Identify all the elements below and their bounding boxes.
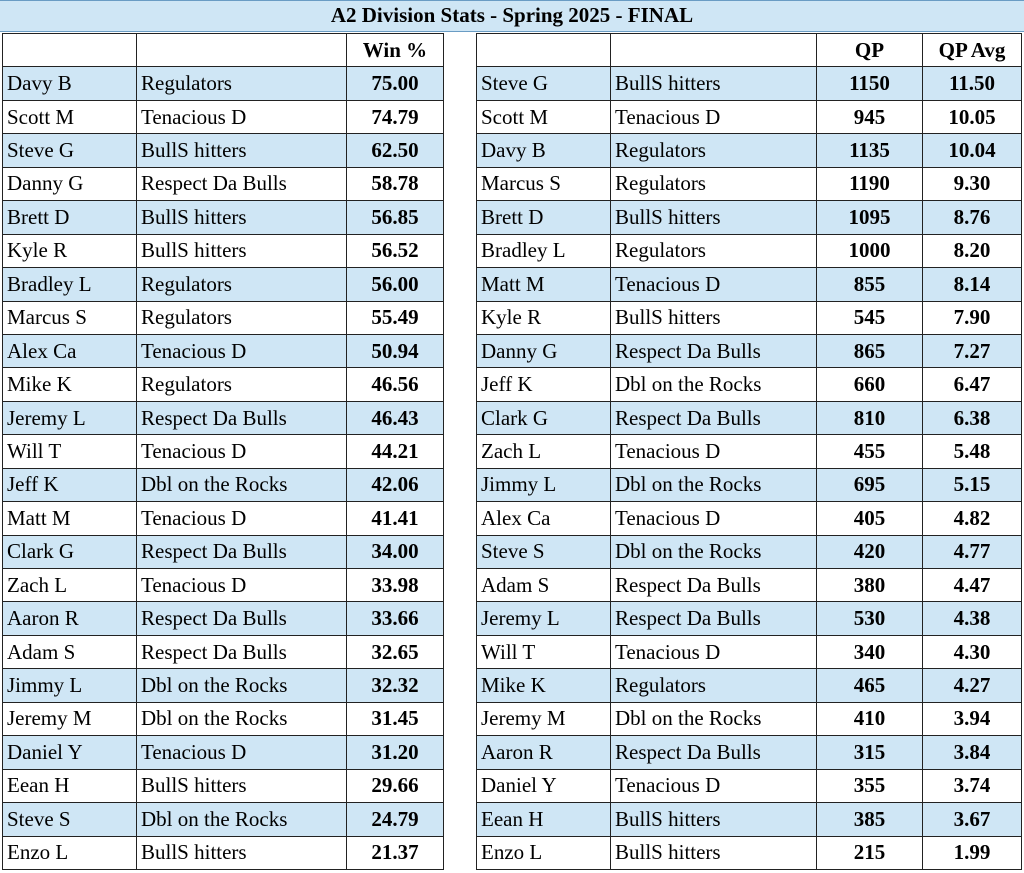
player-cell: Will T	[477, 635, 611, 668]
team-cell: Tenacious D	[611, 769, 817, 802]
table-row	[3, 334, 444, 367]
table-row	[477, 435, 1022, 468]
qp-avg-cell: 3.67	[923, 803, 1022, 836]
team-cell: Dbl on the Rocks	[611, 468, 817, 501]
player-cell: Alex Ca	[3, 334, 137, 367]
qp-table	[476, 33, 1022, 870]
qp-avg-cell: 8.76	[923, 201, 1022, 234]
table-row	[477, 535, 1022, 568]
qp-cell: 1000	[817, 234, 923, 267]
team-cell: Respect Da Bulls	[137, 167, 347, 200]
win-pct-cell: 56.00	[347, 268, 444, 301]
team-cell: Tenacious D	[137, 736, 347, 769]
win-pct-cell: 55.49	[347, 301, 444, 334]
team-cell: Respect Da Bulls	[137, 535, 347, 568]
team-cell: Tenacious D	[611, 502, 817, 535]
team-cell: Dbl on the Rocks	[611, 535, 817, 568]
qp-cell: 380	[817, 569, 923, 602]
qp-avg-cell: 10.04	[923, 134, 1022, 167]
qp-cell: 315	[817, 736, 923, 769]
table-row	[477, 803, 1022, 836]
qp-cell: 545	[817, 301, 923, 334]
team-cell: Respect Da Bulls	[137, 635, 347, 668]
win-pct-cell: 31.20	[347, 736, 444, 769]
win-pct-cell: 50.94	[347, 334, 444, 367]
qp-cell: 695	[817, 468, 923, 501]
table-row	[3, 502, 444, 535]
table-row	[477, 401, 1022, 434]
player-cell: Jeremy L	[477, 602, 611, 635]
player-cell: Mike K	[477, 669, 611, 702]
table-row	[3, 301, 444, 334]
win-pct-cell: 42.06	[347, 468, 444, 501]
table-row	[477, 502, 1022, 535]
team-cell: BullS hitters	[137, 769, 347, 802]
team-cell: BullS hitters	[137, 134, 347, 167]
player-cell: Daniel Y	[477, 769, 611, 802]
table-row	[3, 736, 444, 769]
team-cell: Regulators	[611, 134, 817, 167]
qp-cell: 420	[817, 535, 923, 568]
table-row	[3, 569, 444, 602]
team-cell: Dbl on the Rocks	[611, 368, 817, 401]
header-win-pct: Win %	[347, 34, 444, 67]
win-pct-cell: 21.37	[347, 836, 444, 869]
win-pct-cell: 24.79	[347, 803, 444, 836]
win-pct-cell: 62.50	[347, 134, 444, 167]
table-row	[477, 334, 1022, 367]
win-pct-cell: 56.85	[347, 201, 444, 234]
player-cell: Mike K	[3, 368, 137, 401]
header-team	[611, 34, 817, 67]
table-row	[477, 100, 1022, 133]
table-row	[3, 268, 444, 301]
team-cell: Tenacious D	[137, 100, 347, 133]
table-row	[3, 669, 444, 702]
team-cell: Tenacious D	[137, 334, 347, 367]
qp-avg-cell: 3.84	[923, 736, 1022, 769]
player-cell: Aaron R	[3, 602, 137, 635]
team-cell: Tenacious D	[611, 635, 817, 668]
table-row	[477, 569, 1022, 602]
player-cell: Zach L	[477, 435, 611, 468]
team-cell: Respect Da Bulls	[611, 401, 817, 434]
qp-cell: 855	[817, 268, 923, 301]
player-cell: Danny G	[3, 167, 137, 200]
qp-cell: 340	[817, 635, 923, 668]
team-cell: Dbl on the Rocks	[137, 803, 347, 836]
team-cell: Regulators	[137, 268, 347, 301]
win-table-body	[3, 67, 444, 870]
qp-cell: 945	[817, 100, 923, 133]
player-cell: Jeff K	[477, 368, 611, 401]
page-title: A2 Division Stats - Spring 2025 - FINAL	[0, 0, 1024, 32]
win-pct-cell: 75.00	[347, 67, 444, 100]
team-cell: Tenacious D	[611, 100, 817, 133]
table-row	[477, 201, 1022, 234]
qp-cell: 355	[817, 769, 923, 802]
win-pct-cell: 33.98	[347, 569, 444, 602]
player-cell: Matt M	[3, 502, 137, 535]
table-row	[3, 702, 444, 735]
qp-avg-cell: 10.05	[923, 100, 1022, 133]
team-cell: BullS hitters	[137, 234, 347, 267]
qp-avg-cell: 11.50	[923, 67, 1022, 100]
table-row	[3, 67, 444, 100]
table-row	[477, 67, 1022, 100]
player-cell: Jimmy L	[3, 669, 137, 702]
team-cell: Tenacious D	[611, 435, 817, 468]
qp-avg-cell: 9.30	[923, 167, 1022, 200]
qp-cell: 810	[817, 401, 923, 434]
player-cell: Will T	[3, 435, 137, 468]
team-cell: BullS hitters	[611, 201, 817, 234]
qp-cell: 660	[817, 368, 923, 401]
table-row	[3, 836, 444, 869]
qp-avg-cell: 3.74	[923, 769, 1022, 802]
table-row	[477, 736, 1022, 769]
header-qp: QP	[817, 34, 923, 67]
player-cell: Jeremy L	[3, 401, 137, 434]
table-row	[3, 602, 444, 635]
qp-avg-cell: 4.47	[923, 569, 1022, 602]
player-cell: Aaron R	[477, 736, 611, 769]
player-cell: Steve G	[3, 134, 137, 167]
team-cell: Regulators	[611, 669, 817, 702]
team-cell: Respect Da Bulls	[611, 569, 817, 602]
player-cell: Kyle R	[477, 301, 611, 334]
team-cell: Regulators	[137, 301, 347, 334]
win-pct-cell: 33.66	[347, 602, 444, 635]
qp-cell: 530	[817, 602, 923, 635]
qp-avg-cell: 5.48	[923, 435, 1022, 468]
qp-cell: 215	[817, 836, 923, 869]
player-cell: Daniel Y	[3, 736, 137, 769]
player-cell: Davy B	[477, 134, 611, 167]
qp-cell: 1190	[817, 167, 923, 200]
win-pct-cell: 32.32	[347, 669, 444, 702]
player-cell: Enzo L	[3, 836, 137, 869]
player-cell: Matt M	[477, 268, 611, 301]
table-row	[3, 167, 444, 200]
table-row	[3, 134, 444, 167]
player-cell: Davy B	[3, 67, 137, 100]
team-cell: BullS hitters	[137, 836, 347, 869]
header-qp-avg: QP Avg	[923, 34, 1022, 67]
team-cell: Respect Da Bulls	[611, 334, 817, 367]
team-cell: Regulators	[611, 234, 817, 267]
qp-avg-cell: 7.27	[923, 334, 1022, 367]
win-pct-cell: 46.56	[347, 368, 444, 401]
qp-cell: 865	[817, 334, 923, 367]
player-cell: Marcus S	[477, 167, 611, 200]
player-cell: Steve S	[477, 535, 611, 568]
table-row	[477, 702, 1022, 735]
team-cell: Regulators	[137, 67, 347, 100]
table-row	[3, 201, 444, 234]
table-row	[477, 368, 1022, 401]
win-pct-cell: 56.52	[347, 234, 444, 267]
player-cell: Jeremy M	[3, 702, 137, 735]
win-pct-cell: 31.45	[347, 702, 444, 735]
player-cell: Bradley L	[477, 234, 611, 267]
win-pct-cell: 32.65	[347, 635, 444, 668]
qp-avg-cell: 4.82	[923, 502, 1022, 535]
team-cell: BullS hitters	[611, 67, 817, 100]
table-row	[477, 167, 1022, 200]
team-cell: Tenacious D	[137, 502, 347, 535]
table-row	[477, 468, 1022, 501]
win-table-header-row	[3, 34, 444, 67]
table-row	[477, 134, 1022, 167]
qp-avg-cell: 1.99	[923, 836, 1022, 869]
qp-avg-cell: 4.38	[923, 602, 1022, 635]
win-pct-cell: 34.00	[347, 535, 444, 568]
player-cell: Brett D	[3, 201, 137, 234]
team-cell: BullS hitters	[611, 803, 817, 836]
win-pct-cell: 41.41	[347, 502, 444, 535]
qp-avg-cell: 4.27	[923, 669, 1022, 702]
player-cell: Alex Ca	[477, 502, 611, 535]
table-row	[3, 234, 444, 267]
player-cell: Clark G	[3, 535, 137, 568]
team-cell: Respect Da Bulls	[611, 602, 817, 635]
table-row	[477, 836, 1022, 869]
table-row	[3, 635, 444, 668]
team-cell: BullS hitters	[611, 301, 817, 334]
qp-avg-cell: 8.20	[923, 234, 1022, 267]
table-row	[477, 301, 1022, 334]
player-cell: Zach L	[3, 569, 137, 602]
win-pct-cell: 74.79	[347, 100, 444, 133]
qp-avg-cell: 6.47	[923, 368, 1022, 401]
team-cell: Respect Da Bulls	[137, 401, 347, 434]
qp-avg-cell: 4.30	[923, 635, 1022, 668]
table-row	[477, 669, 1022, 702]
win-pct-cell: 58.78	[347, 167, 444, 200]
win-pct-cell: 29.66	[347, 769, 444, 802]
win-pct-table	[2, 33, 444, 870]
qp-avg-cell: 7.90	[923, 301, 1022, 334]
team-cell: Tenacious D	[137, 435, 347, 468]
table-row	[477, 234, 1022, 267]
qp-avg-cell: 8.14	[923, 268, 1022, 301]
table-row	[477, 268, 1022, 301]
player-cell: Clark G	[477, 401, 611, 434]
qp-cell: 455	[817, 435, 923, 468]
table-row	[3, 435, 444, 468]
table-row	[3, 535, 444, 568]
qp-avg-cell: 3.94	[923, 702, 1022, 735]
team-cell: Regulators	[611, 167, 817, 200]
player-cell: Eean H	[477, 803, 611, 836]
player-cell: Steve G	[477, 67, 611, 100]
player-cell: Jeremy M	[477, 702, 611, 735]
header-team	[137, 34, 347, 67]
table-row	[3, 468, 444, 501]
qp-table-body	[477, 67, 1022, 870]
qp-cell: 1135	[817, 134, 923, 167]
team-cell: Respect Da Bulls	[611, 736, 817, 769]
table-row	[477, 769, 1022, 802]
table-row	[3, 803, 444, 836]
player-cell: Brett D	[477, 201, 611, 234]
qp-cell: 385	[817, 803, 923, 836]
player-cell: Scott M	[477, 100, 611, 133]
table-row	[3, 401, 444, 434]
player-cell: Enzo L	[477, 836, 611, 869]
win-pct-cell: 44.21	[347, 435, 444, 468]
table-row	[477, 635, 1022, 668]
team-cell: Dbl on the Rocks	[611, 702, 817, 735]
player-cell: Adam S	[477, 569, 611, 602]
player-cell: Danny G	[477, 334, 611, 367]
player-cell: Eean H	[3, 769, 137, 802]
team-cell: Respect Da Bulls	[137, 602, 347, 635]
team-cell: BullS hitters	[137, 201, 347, 234]
player-cell: Kyle R	[3, 234, 137, 267]
header-player	[477, 34, 611, 67]
team-cell: Dbl on the Rocks	[137, 669, 347, 702]
player-cell: Jimmy L	[477, 468, 611, 501]
player-cell: Marcus S	[3, 301, 137, 334]
win-pct-cell: 46.43	[347, 401, 444, 434]
team-cell: Regulators	[137, 368, 347, 401]
team-cell: Dbl on the Rocks	[137, 702, 347, 735]
qp-cell: 1095	[817, 201, 923, 234]
team-cell: Tenacious D	[611, 268, 817, 301]
table-row	[3, 100, 444, 133]
player-cell: Bradley L	[3, 268, 137, 301]
team-cell: Dbl on the Rocks	[137, 468, 347, 501]
qp-cell: 410	[817, 702, 923, 735]
qp-avg-cell: 6.38	[923, 401, 1022, 434]
table-row	[477, 602, 1022, 635]
qp-cell: 405	[817, 502, 923, 535]
qp-avg-cell: 5.15	[923, 468, 1022, 501]
team-cell: Tenacious D	[137, 569, 347, 602]
player-cell: Jeff K	[3, 468, 137, 501]
qp-table-header-row	[477, 34, 1022, 67]
player-cell: Steve S	[3, 803, 137, 836]
qp-cell: 465	[817, 669, 923, 702]
player-cell: Adam S	[3, 635, 137, 668]
player-cell: Scott M	[3, 100, 137, 133]
header-player	[3, 34, 137, 67]
qp-cell: 1150	[817, 67, 923, 100]
team-cell: BullS hitters	[611, 836, 817, 869]
table-row	[3, 368, 444, 401]
table-row	[3, 769, 444, 802]
qp-avg-cell: 4.77	[923, 535, 1022, 568]
